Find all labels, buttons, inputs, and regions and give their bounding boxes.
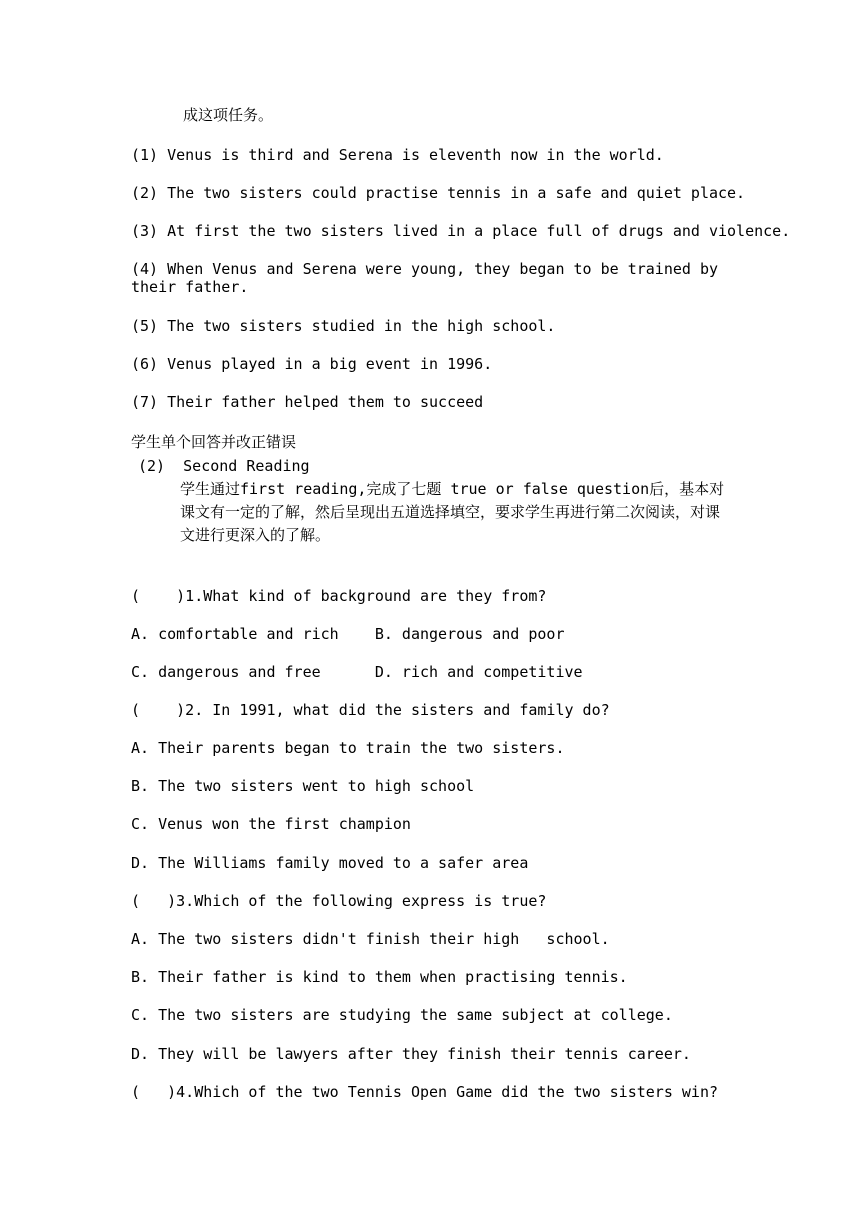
question-3-option-b: B. Their father is kind to them when practising tennis. [131, 968, 628, 986]
tf-statement-3: (3) At first the two sisters lived in a place full of drugs and violence. [131, 222, 791, 240]
question-2-stem: ( )2. In 1991, what did the sisters and family do? [131, 701, 610, 719]
tf-statement-2: (2) The two sisters could practise tennis in a safe and quiet place. [131, 184, 746, 202]
question-1-stem: ( )1.What kind of background are they from? [131, 587, 547, 605]
tf-statement-7: (7) Their father helped them to succeed [131, 393, 484, 411]
question-4-stem: ( )4.Which of the two Tennis Open Game did the two sisters win? [131, 1083, 718, 1101]
tf-statement-6: (6) Venus played in a big event in 1996. [131, 355, 493, 373]
question-3-option-c: C. The two sisters are studying the same subject at college. [131, 1006, 673, 1024]
question-3-option-d: D. They will be lawyers after they finish their tennis career. [131, 1045, 691, 1063]
question-2-option-b: B. The two sisters went to high school [131, 777, 475, 795]
question-1-options-ab: A. comfortable and rich B. dangerous and poor [131, 625, 565, 643]
intro-text: 成这项任务。 [183, 106, 274, 124]
section-description: 学生通过first reading,完成了七题 true or false question后，基本对课文有一定的了解，然后呈现出五道选择填空，要求学生再进行第二次阅读，对课文进行更深入的了解。 [180, 480, 725, 544]
tf-statement-1: (1) Venus is third and Serena is eleventh now in the world. [131, 146, 664, 164]
question-3-stem: ( )3.Which of the following express is true? [131, 892, 547, 910]
question-1-options-cd: C. dangerous and free D. rich and competitive [131, 663, 583, 681]
question-2-option-a: A. Their parents began to train the two sisters. [131, 739, 565, 757]
question-2-option-d: D. The Williams family moved to a safer area [131, 854, 529, 872]
teacher-note: 学生单个回答并改正错误 [131, 433, 297, 451]
tf-statement-4: (4) When Venus and Serena were young, they began to be trained by their father. [131, 260, 718, 296]
tf-statement-5: (5) The two sisters studied in the high school. [131, 317, 556, 335]
question-2-option-c: C. Venus won the first champion [131, 815, 411, 833]
section-heading: (2) Second Reading [138, 457, 310, 475]
question-3-option-a: A. The two sisters didn't finish their high school. [131, 930, 610, 948]
